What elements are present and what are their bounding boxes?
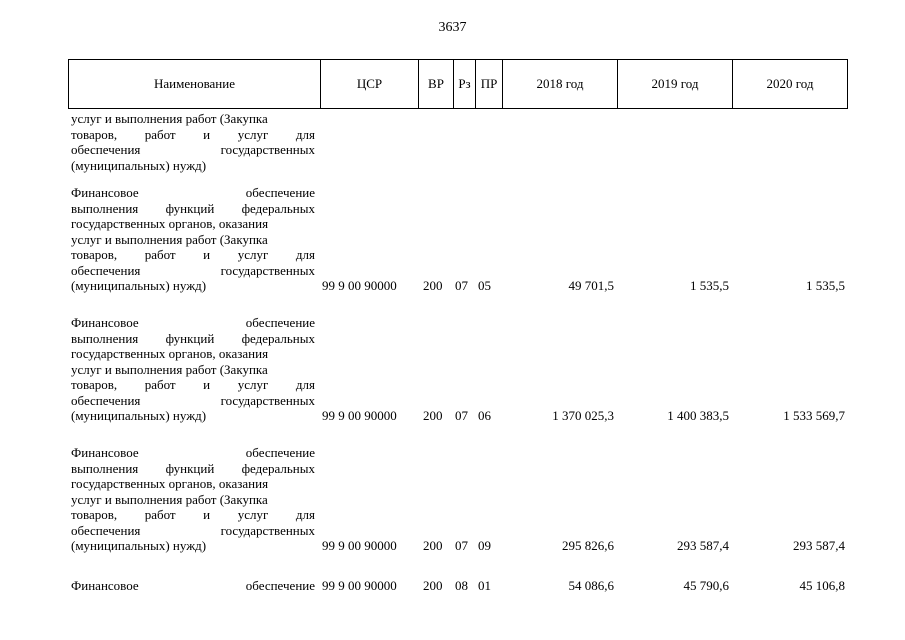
page-number: 3637: [438, 20, 467, 35]
name-word: для: [295, 247, 315, 262]
cell-rz: 07: [455, 538, 468, 553]
name-word: государственных: [220, 522, 315, 538]
name-line: [71, 201, 315, 217]
name-line: [71, 216, 315, 232]
name-word: услуг и выполнения работ (Закупка: [71, 231, 268, 247]
name-word: федеральных: [241, 330, 315, 346]
name-word: товаров,: [71, 377, 118, 392]
cell-2020: 45 106,8: [799, 578, 845, 593]
name-word: услуг и выполнения работ (Закупка: [71, 361, 268, 377]
row-name: [71, 445, 315, 554]
name-line: [71, 476, 315, 492]
name-word: работ: [144, 247, 176, 262]
name-word: функций: [165, 330, 215, 346]
name-word: обеспечение: [245, 578, 315, 593]
cell-vr: 200: [423, 408, 443, 423]
name-word: услуг и выполнения работ (Закупка: [71, 491, 268, 507]
name-word: услуг и выполнения работ (Закупка: [71, 111, 268, 126]
header-vr: ВР: [418, 60, 453, 108]
cell-2019: 45 790,6: [683, 578, 729, 593]
name-word: обеспечение: [245, 315, 315, 330]
name-word: услуг: [237, 507, 269, 522]
cell-2020: 293 587,4: [793, 538, 845, 553]
name-word: товаров,: [71, 507, 118, 522]
cell-csr: 99 9 00 90000: [322, 538, 397, 553]
cell-pr: 01: [478, 578, 491, 593]
name-word: Финансовое: [71, 578, 139, 593]
name-word: и: [203, 507, 211, 522]
cell-vr: 200: [423, 578, 443, 593]
name-line: [71, 158, 315, 174]
cell-2018: 49 701,5: [568, 278, 614, 293]
name-line: [71, 492, 315, 508]
cell-2019: 1 535,5: [690, 278, 729, 293]
cell-pr: 06: [478, 408, 491, 423]
cell-2019: 1 400 383,5: [667, 408, 729, 423]
header-2019: 2019 год: [617, 60, 732, 108]
header-csr: ЦСР: [320, 60, 418, 108]
name-line: [71, 445, 315, 461]
cell-2020: 1 535,5: [806, 278, 845, 293]
name-word: обеспечения: [71, 522, 141, 538]
name-word: товаров,: [71, 126, 118, 142]
name-word: для: [295, 507, 315, 522]
cell-2019: 293 587,4: [677, 538, 729, 553]
name-line: [71, 111, 315, 127]
name-word: обеспечения: [71, 262, 141, 278]
cell-csr: 99 9 00 90000: [322, 408, 397, 423]
name-word: и: [203, 126, 211, 142]
name-word: обеспечение: [245, 445, 315, 460]
cell-rz: 07: [455, 278, 468, 293]
name-word: федеральных: [241, 200, 315, 216]
row-name: [71, 111, 315, 173]
name-word: обеспечения: [71, 392, 141, 408]
name-word: работ: [144, 377, 176, 392]
name-line: [71, 507, 315, 523]
name-word: услуг: [237, 126, 269, 142]
name-word: функций: [165, 460, 215, 476]
name-line: [71, 346, 315, 362]
name-word: и: [203, 247, 211, 262]
name-word: государственных: [220, 392, 315, 408]
name-word: и: [203, 377, 211, 392]
table-header: [68, 59, 848, 109]
name-word: (муниципальных) нужд): [71, 408, 207, 423]
row-name: [71, 578, 315, 594]
name-word: для: [295, 126, 315, 142]
cell-vr: 200: [423, 538, 443, 553]
cell-vr: 200: [423, 278, 443, 293]
header-rz: Рз: [453, 60, 475, 108]
cell-pr: 09: [478, 538, 491, 553]
cell-2018: 1 370 025,3: [552, 408, 614, 423]
name-word: государственных органов, оказания: [71, 476, 269, 491]
cell-2018: 295 826,6: [562, 538, 614, 553]
name-word: для: [295, 377, 315, 392]
name-word: федеральных: [241, 460, 315, 476]
name-line: [71, 331, 315, 347]
header-2020: 2020 год: [732, 60, 848, 108]
name-line: [71, 278, 315, 294]
row-name: [71, 185, 315, 294]
name-word: государственных органов, оказания: [71, 346, 269, 361]
name-word: (муниципальных) нужд): [71, 157, 207, 173]
row-name: [71, 315, 315, 424]
name-line: [71, 263, 315, 279]
name-word: государственных: [220, 262, 315, 278]
cell-2018: 54 086,6: [568, 578, 614, 593]
name-word: работ: [144, 507, 176, 522]
cell-rz: 07: [455, 408, 468, 423]
name-line: [71, 185, 315, 201]
header-2018: 2018 год: [502, 60, 617, 108]
name-line: [71, 127, 315, 143]
name-line: [71, 247, 315, 263]
name-word: (муниципальных) нужд): [71, 278, 207, 293]
name-line: [71, 523, 315, 539]
name-line: [71, 408, 315, 424]
name-word: обеспечение: [245, 185, 315, 200]
name-word: государственных: [220, 142, 315, 157]
cell-2020: 1 533 569,7: [783, 408, 845, 423]
name-word: функций: [165, 200, 215, 216]
cell-csr: 99 9 00 90000: [322, 278, 397, 293]
name-word: услуг: [237, 247, 269, 262]
cell-csr: 99 9 00 90000: [322, 578, 397, 593]
name-line: [71, 315, 315, 331]
name-line: [71, 232, 315, 248]
cell-rz: 08: [455, 578, 468, 593]
name-line: [71, 393, 315, 409]
cell-pr: 05: [478, 278, 491, 293]
name-line: [71, 461, 315, 477]
name-word: выполнения: [71, 460, 139, 476]
name-word: (муниципальных) нужд): [71, 538, 207, 553]
name-word: Финансовое: [71, 315, 139, 330]
name-word: выполнения: [71, 330, 139, 346]
header-pr: ПР: [475, 60, 502, 108]
name-word: товаров,: [71, 247, 118, 262]
name-line: [71, 377, 315, 393]
name-word: государственных органов, оказания: [71, 216, 269, 231]
name-word: услуг: [237, 377, 269, 392]
header-name: Наименование: [68, 60, 320, 108]
name-word: обеспечения: [71, 142, 141, 157]
name-word: работ: [144, 126, 176, 142]
name-word: выполнения: [71, 200, 139, 216]
name-word: Финансовое: [71, 185, 139, 200]
name-line: [71, 362, 315, 378]
name-line: [71, 578, 315, 594]
name-line: [71, 538, 315, 554]
name-line: [71, 142, 315, 158]
name-word: Финансовое: [71, 445, 139, 460]
